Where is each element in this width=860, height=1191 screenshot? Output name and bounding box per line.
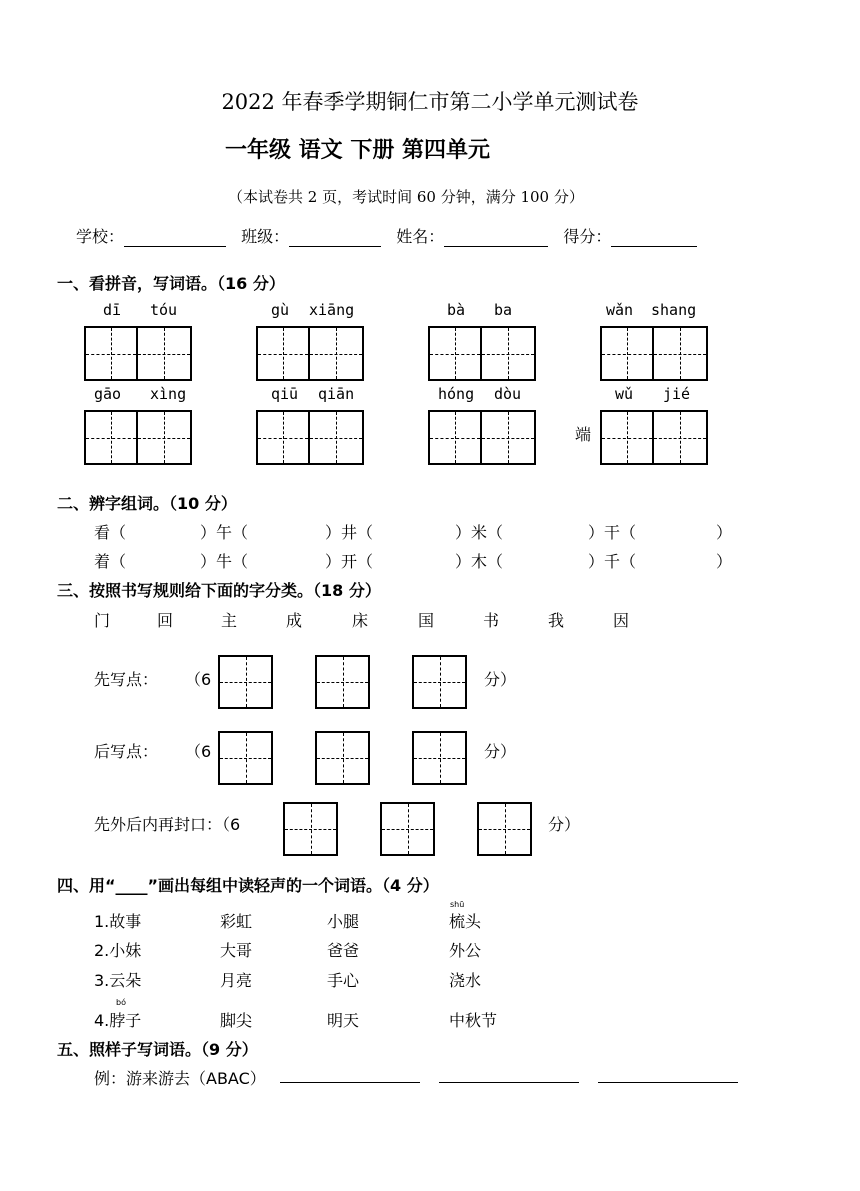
exam-title: 2022 年春季学期铜仁市第二小学单元测试卷 [221, 90, 639, 114]
score-field[interactable] [611, 230, 697, 247]
answer-box[interactable] [218, 731, 273, 785]
answer-box[interactable] [315, 655, 370, 709]
answer-box[interactable] [412, 731, 467, 785]
exam-note: （本试卷共 2 页，考试时间 60 分钟，满分 100 分） [228, 188, 584, 206]
word-pair-item: ）开（ [325, 552, 374, 571]
word-option[interactable]: 外公 [449, 941, 482, 960]
pinyin: hóng [438, 385, 475, 403]
word-pair-item: ） [716, 523, 733, 542]
pinyin: tóu [150, 301, 178, 319]
word-pair-item: 看（ [94, 523, 127, 542]
answer-box[interactable] [412, 655, 467, 709]
pinyin: bà [447, 301, 466, 319]
word-pair-item: ）午（ [200, 523, 249, 542]
category-label: 先外后内再封口：（6 [94, 815, 241, 834]
section4-title: 四、用“____”画出每组中读轻声的一个词语。（4 分） [57, 876, 439, 895]
pinyin: dī [103, 301, 122, 319]
pinyin: xìng [150, 385, 187, 403]
classify-char: 因 [613, 611, 630, 630]
classify-char: 床 [352, 611, 369, 630]
category-score-close: 分） [484, 742, 517, 761]
word-option[interactable]: 大哥 [220, 941, 253, 960]
answer-box[interactable] [315, 731, 370, 785]
tian-grid[interactable] [256, 326, 364, 381]
pinyin: shang [651, 301, 697, 319]
classify-char: 回 [157, 611, 174, 630]
section2-title: 二、辨字组词。（10 分） [57, 494, 237, 513]
word-pair-item: ） [716, 552, 733, 571]
word-option[interactable]: 彩虹 [220, 912, 253, 931]
classify-char: 我 [548, 611, 565, 630]
word-option[interactable]: 浇水 [449, 971, 482, 990]
pinyin: dòu [494, 385, 522, 403]
name-field[interactable] [444, 230, 548, 247]
category-label: 先写点： [94, 670, 159, 689]
answer-box[interactable] [218, 655, 273, 709]
class-label: 班级： [241, 227, 290, 246]
classify-char: 成 [286, 611, 303, 630]
answer-box[interactable] [477, 802, 532, 856]
pinyin: qiān [318, 385, 355, 403]
pinyin: xiāng [309, 301, 355, 319]
word-pair-item: ）米（ [455, 523, 504, 542]
word-pair-item: ）千（ [588, 552, 637, 571]
word-option[interactable]: 3.云朵 [94, 971, 142, 990]
word-option[interactable]: 中秋节 [449, 1011, 498, 1030]
section5-title: 五、照样子写词语。（9 分） [57, 1040, 258, 1059]
school-field[interactable] [124, 230, 226, 247]
word-option[interactable]: 月亮 [220, 971, 253, 990]
ruby-pinyin: shū [450, 900, 465, 909]
answer-line[interactable] [280, 1081, 420, 1083]
tian-grid[interactable] [600, 326, 708, 381]
classify-char: 门 [94, 611, 111, 630]
word-option[interactable]: 手心 [327, 971, 360, 990]
pinyin: wǔ [615, 385, 634, 403]
word-option[interactable]: 1.故事 [94, 912, 142, 931]
classify-char: 书 [483, 611, 500, 630]
tian-grid[interactable] [256, 410, 364, 465]
tian-grid[interactable] [428, 410, 536, 465]
word-pair-item: ）干（ [588, 523, 637, 542]
word-option[interactable]: 小腿 [327, 912, 360, 931]
section3-title: 三、按照书写规则给下面的字分类。（18 分） [57, 581, 381, 600]
word-option[interactable]: 脚尖 [220, 1011, 253, 1030]
example-text: 例：游来游去（ABAC） [94, 1069, 266, 1088]
classify-char: 主 [221, 611, 238, 630]
pinyin: gù [271, 301, 290, 319]
pinyin: jié [663, 385, 691, 403]
pinyin: qiū [271, 385, 299, 403]
category-score-open: （6 [185, 670, 212, 689]
answer-line[interactable] [598, 1081, 738, 1083]
word-pair-item: ）木（ [455, 552, 504, 571]
word-pair-item: ）牛（ [200, 552, 249, 571]
info-row [76, 224, 697, 247]
section1-title: 一、看拼音，写词语。（16 分） [57, 274, 285, 293]
category-label: 后写点： [94, 742, 159, 761]
answer-box[interactable] [283, 802, 338, 856]
word-pair-item: 着（ [94, 552, 127, 571]
tian-grid[interactable] [84, 326, 192, 381]
tian-grid[interactable] [428, 326, 536, 381]
pinyin: ba [494, 301, 513, 319]
score-label: 得分： [563, 227, 612, 246]
name-label: 姓名： [396, 227, 445, 246]
ruby-pinyin: bó [116, 998, 126, 1007]
word-pair-item: ）井（ [325, 523, 374, 542]
answer-box[interactable] [380, 802, 435, 856]
tian-grid[interactable] [600, 410, 708, 465]
exam-subtitle: 一年级 语文 下册 第四单元 [225, 138, 490, 163]
word-option[interactable]: 2.小妹 [94, 941, 142, 960]
classify-char: 国 [418, 611, 435, 630]
school-label: 学校： [76, 227, 125, 246]
category-score-open: （6 [185, 742, 212, 761]
tian-grid[interactable] [84, 410, 192, 465]
pinyin: gāo [94, 385, 122, 403]
answer-line[interactable] [439, 1081, 579, 1083]
category-score-close: 分） [484, 670, 517, 689]
prefix-char: 端 [575, 425, 592, 444]
class-field[interactable] [289, 230, 381, 247]
category-score-close: 分） [548, 815, 581, 834]
word-option[interactable]: 爸爸 [327, 941, 360, 960]
pinyin: wǎn [606, 301, 634, 319]
word-option[interactable]: 4.脖子 [94, 1011, 142, 1030]
word-option[interactable]: 梳头 [449, 912, 482, 931]
word-option[interactable]: 明天 [327, 1011, 360, 1030]
